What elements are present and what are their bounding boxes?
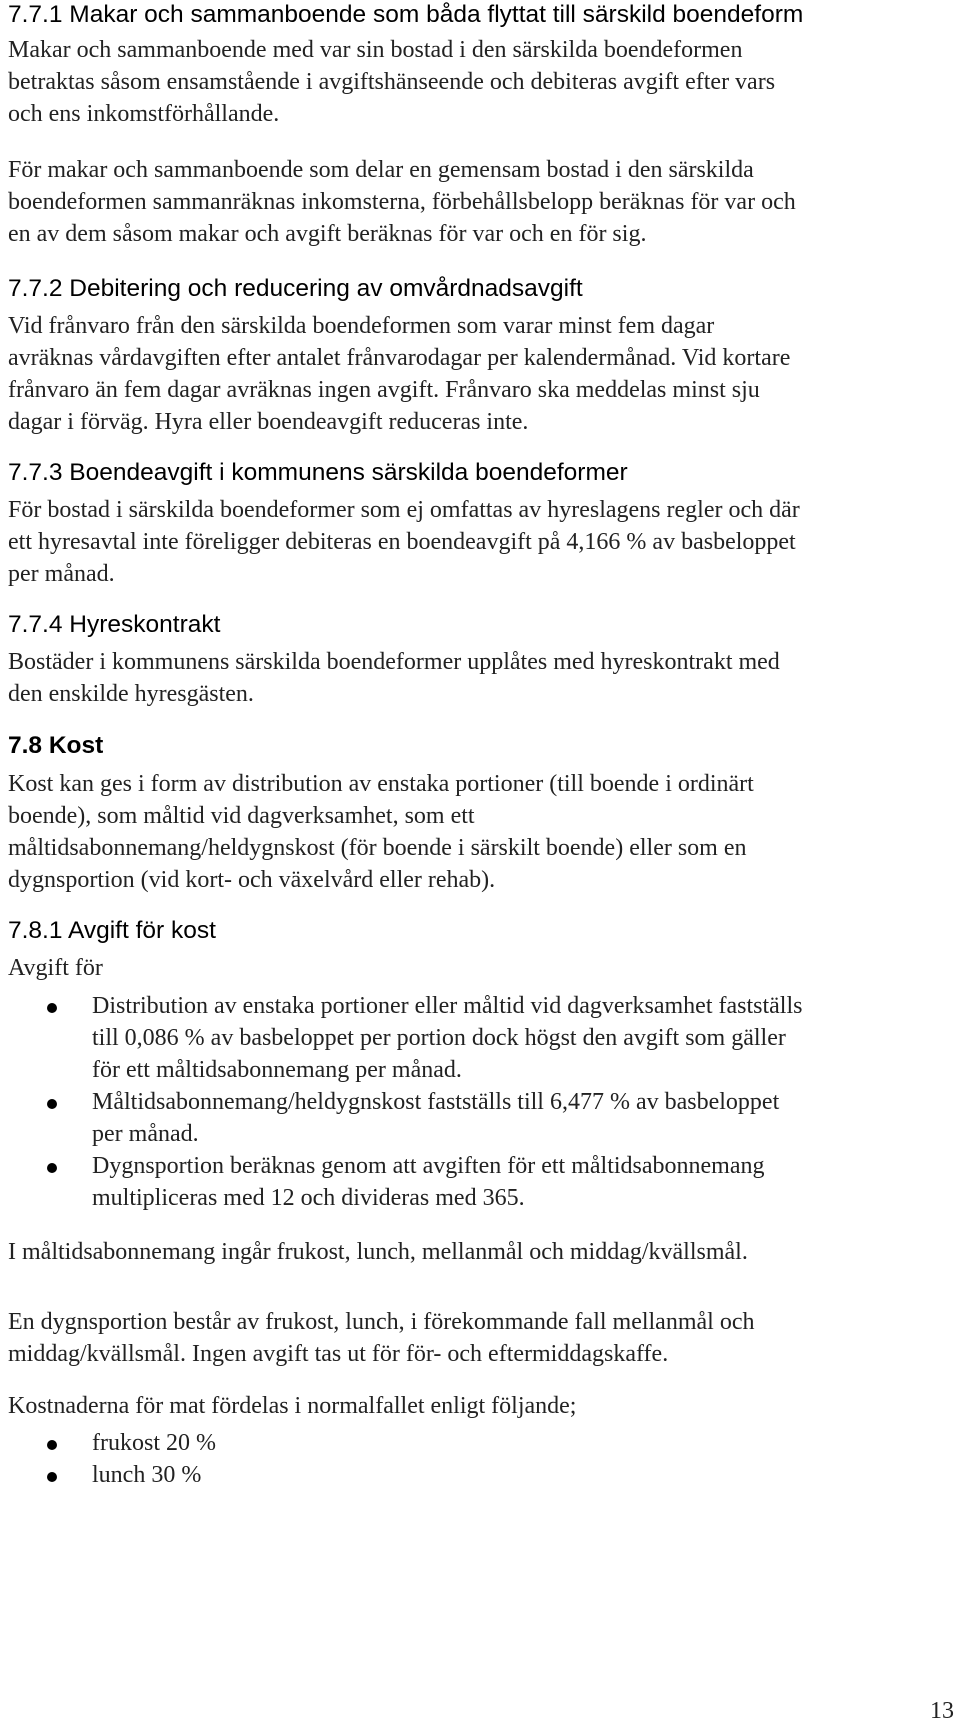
bullet-text: [92, 990, 802, 1086]
text-line: boendeformen sammanräknas inkomsterna, förbehållsbelopp beräknas för var och: [8, 189, 796, 215]
text-line: Kost kan ges i form av distribution av enstaka portioner (till boende i ordinärt: [8, 771, 754, 797]
text-line: dagar i förväg. Hyra eller boendeavgift reduceras inte.: [8, 409, 529, 435]
paragraph-7-7-1-a: [8, 34, 958, 130]
text-line: Vid frånvaro från den särskilda boendeformen som varar minst fem dagar: [8, 313, 715, 339]
text-line: betraktas såsom ensamstående i avgiftshänseende och debiteras avgift efter vars: [8, 69, 776, 95]
paragraph-maltidsabonnemang: [8, 1236, 958, 1268]
bullet-icon: [47, 1163, 57, 1173]
text-line: multipliceras med 12 och divideras med 365.: [92, 1185, 525, 1211]
text-line: I måltidsabonnemang ingår frukost, lunch, mellanmål och middag/kvällsmål.: [8, 1239, 748, 1265]
text-line: den enskilde hyresgästen.: [8, 681, 254, 707]
text-line: en av dem såsom makar och avgift beräknas för var och en för sig.: [8, 221, 647, 247]
text-line: frukost 20 %: [92, 1430, 216, 1456]
bullet-text: [92, 1427, 216, 1459]
text-line: Kostnaderna för mat fördelas i normalfallet enligt följande;: [8, 1393, 577, 1419]
text-line: Avgift för: [8, 955, 103, 981]
text-line: per månad.: [92, 1121, 199, 1147]
text-line: Bostäder i kommunens särskilda boendeformer upplåtes med hyreskontrakt med: [8, 649, 780, 675]
bullet-icon: [47, 1003, 57, 1013]
paragraph-kostnader: [8, 1390, 958, 1422]
paragraph-7-7-2: [8, 310, 958, 438]
text-line: Måltidsabonnemang/heldygnskost fastställs till 6,477 % av basbeloppet: [92, 1089, 780, 1115]
bullet-text: [92, 1086, 779, 1150]
heading-7-7-1: 7.7.1 Makar och sammanboende som båda flyttat till särskild boendeform: [8, 1, 804, 28]
text-line: lunch 30 %: [92, 1462, 202, 1488]
text-line: Makar och sammanboende med var sin bostad i den särskilda boendeformen: [8, 37, 743, 63]
heading-7-8-1: 7.8.1 Avgift för kost: [8, 917, 216, 944]
heading-7-7-4: 7.7.4 Hyreskontrakt: [8, 611, 221, 638]
paragraph-7-7-4: [8, 646, 958, 710]
bullet-text: [92, 1150, 765, 1214]
heading-7-7-2: 7.7.2 Debitering och reducering av omvårdnadsavgift: [8, 275, 583, 302]
text-line: avräknas vårdavgiften efter antalet frånvarodagar per kalendermånad. Vid kortare: [8, 345, 791, 371]
paragraph-7-8: [8, 768, 958, 896]
bullet-text: [92, 1459, 201, 1491]
text-line: till 0,086 % av basbeloppet per portion dock högst den avgift som gäller: [92, 1025, 786, 1051]
text-line: middag/kvällsmål. Ingen avgift tas ut för för- och eftermiddagskaffe.: [8, 1341, 669, 1367]
text-line: Distribution av enstaka portioner eller måltid vid dagverksamhet fastställs: [92, 993, 803, 1019]
text-line: måltidsabonnemang/heldygnskost (för boende i särskilt boende) eller som en: [8, 835, 747, 861]
text-line: för ett måltidsabonnemang per månad.: [92, 1057, 462, 1083]
text-line: och ens inkomstförhållande.: [8, 101, 280, 127]
text-line: per månad.: [8, 561, 115, 587]
text-line: frånvaro än fem dagar avräknas ingen avgift. Frånvaro ska meddelas minst sju: [8, 377, 760, 403]
text-line: För bostad i särskilda boendeformer som ej omfattas av hyreslagens regler och där: [8, 497, 800, 523]
text-line: För makar och sammanboende som delar en gemensam bostad i den särskilda: [8, 157, 754, 183]
bullet-icon: [47, 1440, 57, 1450]
text-line: Dygnsportion beräknas genom att avgiften för ett måltidsabonnemang: [92, 1153, 765, 1179]
text-line: En dygnsportion består av frukost, lunch, i förekommande fall mellanmål och: [8, 1309, 755, 1335]
text-line: boende), som måltid vid dagverksamhet, som ett: [8, 803, 475, 829]
bullet-icon: [47, 1099, 57, 1109]
heading-7-8: 7.8 Kost: [8, 732, 104, 759]
page-number: 13: [930, 1698, 954, 1724]
text-line: dygnsportion (vid kort- och växelvård eller rehab).: [8, 867, 496, 893]
heading-7-7-3: 7.7.3 Boendeavgift i kommunens särskilda boendeformer: [8, 459, 628, 486]
paragraph-avgift-intro: [8, 952, 958, 984]
bullet-icon: [47, 1472, 57, 1482]
paragraph-7-7-3: [8, 494, 958, 590]
paragraph-7-7-1-b: [8, 154, 958, 250]
text-line: ett hyresavtal inte föreligger debiteras en boendeavgift på 4,166 % av basbeloppet: [8, 529, 796, 555]
paragraph-dygnsportion: [8, 1306, 958, 1370]
